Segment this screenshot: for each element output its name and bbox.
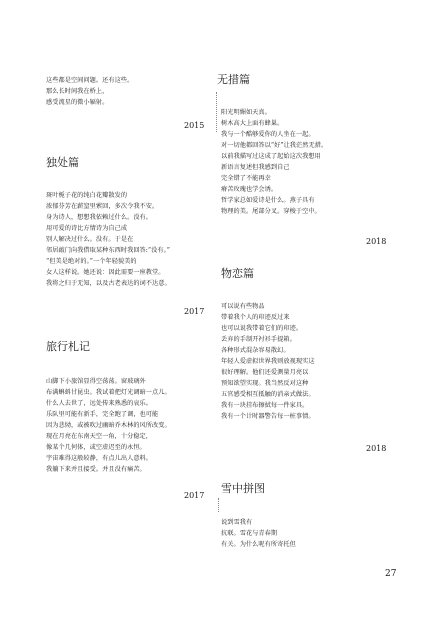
poem-line: 那么长时间我在桥上，	[46, 88, 109, 95]
poem-line: 各种形式混杂容易散幻。	[221, 347, 290, 354]
poem-line: 物理的美。尾部分叉。穿梭于空中。	[221, 208, 321, 215]
poem-line: 哲学家总如爱诗是什么。燕子具有	[221, 197, 315, 204]
poem-line: 新语言复述但我感到自己	[221, 164, 290, 171]
poem-line: 瘠苦玫瑰也学会诱。	[221, 186, 278, 193]
poem-line: 邻居敲门向我借取某种东西时我回答:“没有。”	[46, 247, 170, 254]
poem-line: 对一切他都回答以“好”让我茫然无措。	[221, 142, 328, 149]
poem-line: 可以说有些物品	[221, 303, 265, 310]
poem-line: 山脚下小旅馆显得空荡荡。窗玻璃外	[46, 378, 146, 385]
poem-year: 2018	[366, 444, 387, 453]
poem-line: 完全错了不能再幸	[221, 175, 271, 182]
poem-line: 也可以说我带着它们的印迹。	[221, 325, 303, 332]
poem-year: 2018	[366, 237, 387, 246]
poem-line: 我有一块挂布擦拭每一件家具。	[221, 402, 309, 409]
poem-line: 感受流星的微小辐射。	[46, 99, 109, 106]
poem-line: 丢弃的手制开衬衫手提箱。	[221, 336, 296, 343]
poem-line: 别人解决过什么。没有。于是在	[46, 236, 134, 243]
poem-line: 抗联。雪花与青春期	[221, 530, 278, 537]
poem-line: 很好理解。他们还爱测量月亮以	[221, 369, 309, 376]
poem-title: 独处篇	[46, 156, 79, 169]
poem-line: 乐队里可能有新手，完全跑了调，也可能	[46, 411, 159, 418]
dotted-rule	[216, 92, 217, 132]
poem-line: 用可爱的诗比方情诗为自己成	[46, 225, 128, 232]
poem-line: 浓郁芬芳在薪窒里萦回，多次令我不安。	[46, 203, 159, 210]
poem-line: 我将之归于无知，以及古老表达的词不达意。	[46, 280, 171, 287]
poem-line: 阳光明媚如天真。	[221, 109, 271, 116]
poem-line: 我有一个计时器警告每一桩事情。	[221, 413, 315, 420]
poem-year: 2017	[184, 491, 205, 500]
poem-line: 宇宙难得这般较静，有点儿出人意料。	[46, 455, 153, 462]
poem-line: 有关。为什么呢有所寄托但	[221, 541, 296, 548]
poem-line: 现在月亮在东南天空一角，十分稳定，	[46, 433, 153, 440]
poem-year: 2015	[184, 121, 205, 130]
poem-line: 身为诗人，想想我依赖过什么。没有。	[46, 214, 153, 221]
poem-line: “但美是绝对的。”一个年轻貌美的	[46, 258, 137, 265]
poem-title: 雪中拼图	[221, 482, 265, 495]
poem-line: 我与一个酷够爱你的人坐在一起。	[221, 131, 315, 138]
poem-line: 五官感受相互抵触的消亲式做法。	[221, 391, 315, 398]
poem-title: 物恋篇	[221, 267, 254, 280]
poem-line: 女人这样说。她还说：因此需要一座教堂。	[46, 269, 165, 276]
poem-line: 这些都是空间问题。还有这些。	[46, 77, 134, 84]
poem-line: 以前我描写过这成了起始这次我想用	[221, 153, 321, 160]
poem-line: 什么人去世了，远处传来熟悉的哀乐。	[46, 400, 153, 407]
poem-line: 预知欲望实现。我当然反对这种	[221, 380, 309, 387]
poem-title: 旅行札记	[46, 340, 90, 353]
poem-year: 2017	[184, 307, 205, 316]
poem-line: 因为悲恸，或被吹过幽暗乔木林的风所改变。	[46, 422, 171, 429]
poem-line: 布满蝌蚪甘昆虫。我试着把灯光调暗一点儿。	[46, 389, 171, 396]
poem-title: 无措篇	[217, 73, 250, 86]
poem-line: 斑叶栀子花的纯白花瓣散发的	[46, 192, 128, 199]
poem-line: 年轻人爱虚拟世界我则放视现实这	[221, 358, 315, 365]
page-number: 27	[385, 569, 397, 579]
dotted-rule	[218, 498, 219, 512]
poem-line: 我躺下来并且接受。并且没有痛苦。	[46, 466, 146, 473]
poem-line: 带着我个人的印迹反过来	[221, 314, 290, 321]
poem-line: 像某个几何体，或空虚迟至的永恒。	[46, 444, 146, 451]
poem-line: 说到雪我有	[221, 519, 253, 526]
poem-line: 树木高大上面有蜂巢。	[221, 120, 284, 127]
